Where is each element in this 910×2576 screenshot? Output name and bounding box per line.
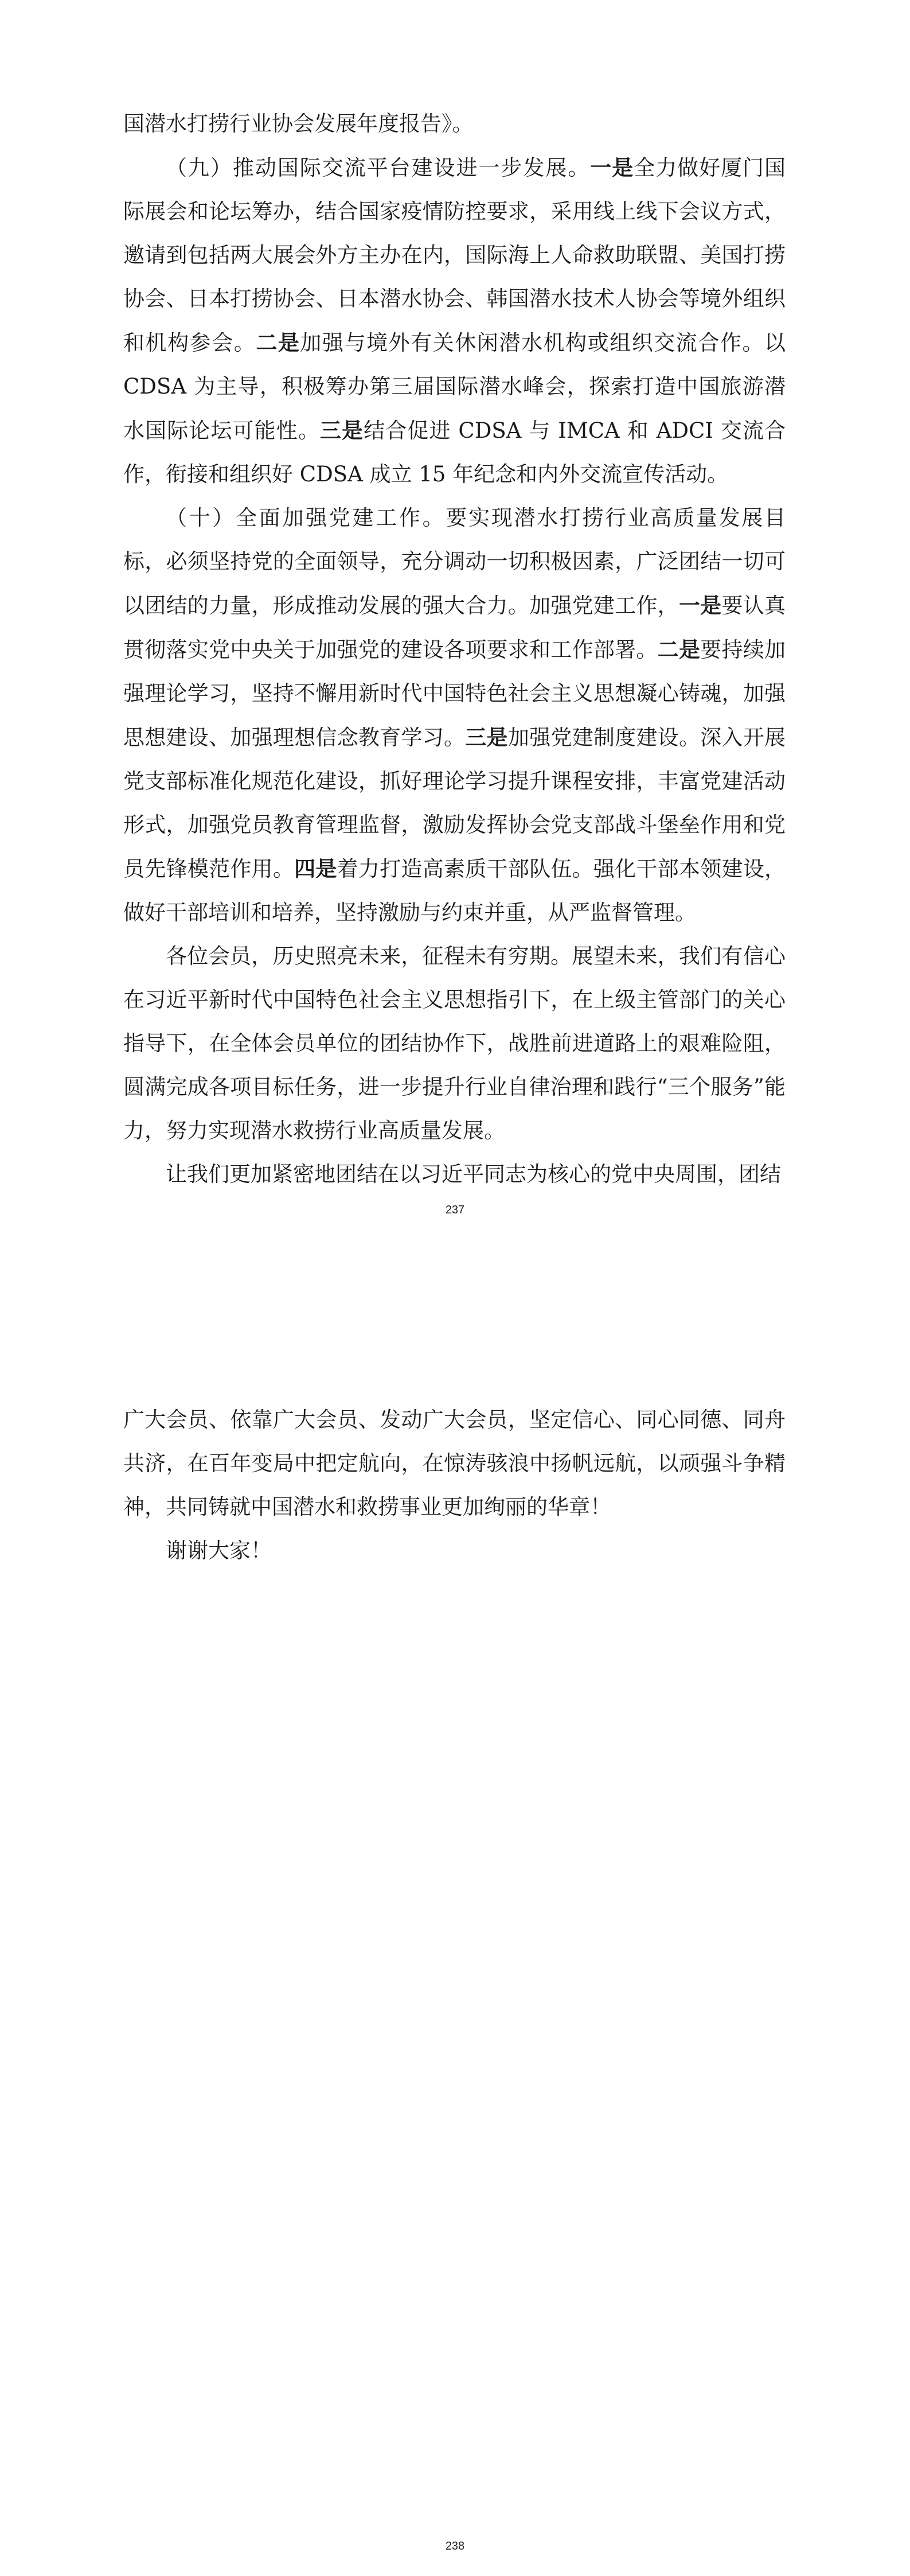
paragraph-text: 加强党建制度建设。深入开展党支部标准化规范化建设，抓好理论学习提升课程安排，丰富党建活动形式，加强党员教育管理监督，激励发挥协会党支部战斗堡垒作用和党员先锋模范作用。 <box>123 725 786 881</box>
paragraph-text: 全力做好厦门国际展会和论坛筹办，结合国家疫情防控要求，采用线上线下会议方式，邀请到包括两大展会外方主办在内，国际海上人命救助联盟、美国打捞协会、日本打捞协会、日本潜水协会、韩国潜水技术人协会等境外组织和机构参会。 <box>123 155 786 355</box>
ordinal-marker: 二是 <box>657 637 701 662</box>
document-page-238 <box>0 1288 910 2576</box>
section-heading-ten: （十）全面加强党建工作。 <box>166 505 446 530</box>
page-body-text <box>123 1398 786 1573</box>
ordinal-marker: 一是 <box>678 593 722 618</box>
section-heading-nine: （九）推动国际交流平台建设进一步发展。 <box>166 155 591 180</box>
ordinal-marker: 三是 <box>465 725 508 750</box>
paragraph-continued: 广大会员、依靠广大会员、发动广大会员，坚定信心、同心同德、同舟共济，在百年变局中把定航向，在惊涛骇浪中扬帆远航，以顽强斗争精神，共同铸就中国潜水和救捞事业更加绚丽的华章！ <box>123 1407 786 1519</box>
paragraph-text: 加强与境外有关休闲潜水机构或组织交流合作。以 CDSA 为主导，积极筹办第三届国际潜水峰会，探索打造中国旅游潜水国际论坛可能性。 <box>123 330 786 443</box>
paragraph-text: 要持续加强理论学习，坚持不懈用新时代中国特色社会主义思想凝心铸魂，加强思想建设、加强理想信念教育学习。 <box>123 637 786 750</box>
paragraph-closing-call: 让我们更加紧密地团结在以习近平同志为核心的党中央周围，团结 <box>166 1162 781 1186</box>
ordinal-marker: 三是 <box>319 418 364 443</box>
paragraph-text: 着力打造高素质干部队伍。强化干部本领建设，做好干部培训和培养，坚持激励与约束并重，从严监督管理。 <box>123 857 786 925</box>
page-number: 237 <box>445 1204 465 1216</box>
ordinal-marker: 四是 <box>294 856 337 881</box>
paragraph-text: 要实现潜水打捞行业高质量发展目标，必须坚持党的全面领导，充分调动一切积极因素，广泛团结一切可以团结的力量，形成推动发展的强大合力。加强党建工作， <box>123 505 786 618</box>
paragraph-closing-outlook: 各位会员，历史照亮未来，征程未有穷期。展望未来，我们有信心在习近平新时代中国特色社会主义思想指引下，在上级主管部门的关心指导下，在全体会员单位的团结协作下，战胜前进道路上的艰难险阻，圆满完成各项目标任务，进一步提升行业自律治理和践行“三个服务”能力，努力实现潜水救捞行业高质量发展。 <box>123 944 786 1143</box>
paragraph-thanks: 谢谢大家！ <box>166 1538 272 1563</box>
paragraph-item-nine <box>123 146 786 496</box>
page-body-text <box>123 102 786 1196</box>
paragraph-item-ten <box>123 496 786 935</box>
paragraph-text: 要认真贯彻落实党中央关于加强党的建设各项要求和工作部署。 <box>123 593 786 662</box>
ordinal-marker: 一是 <box>590 155 634 180</box>
paragraph-continued: 国潜水打捞行业协会发展年度报告》。 <box>123 111 474 136</box>
ordinal-marker: 二是 <box>256 330 300 355</box>
page-number: 238 <box>445 2540 465 2552</box>
paragraph-text: 结合促进 CDSA 与 IMCA 和 ADCI 交流合作，衔接和组织好 CDSA 成立 15 年纪念和内外交流宣传活动。 <box>123 418 786 487</box>
